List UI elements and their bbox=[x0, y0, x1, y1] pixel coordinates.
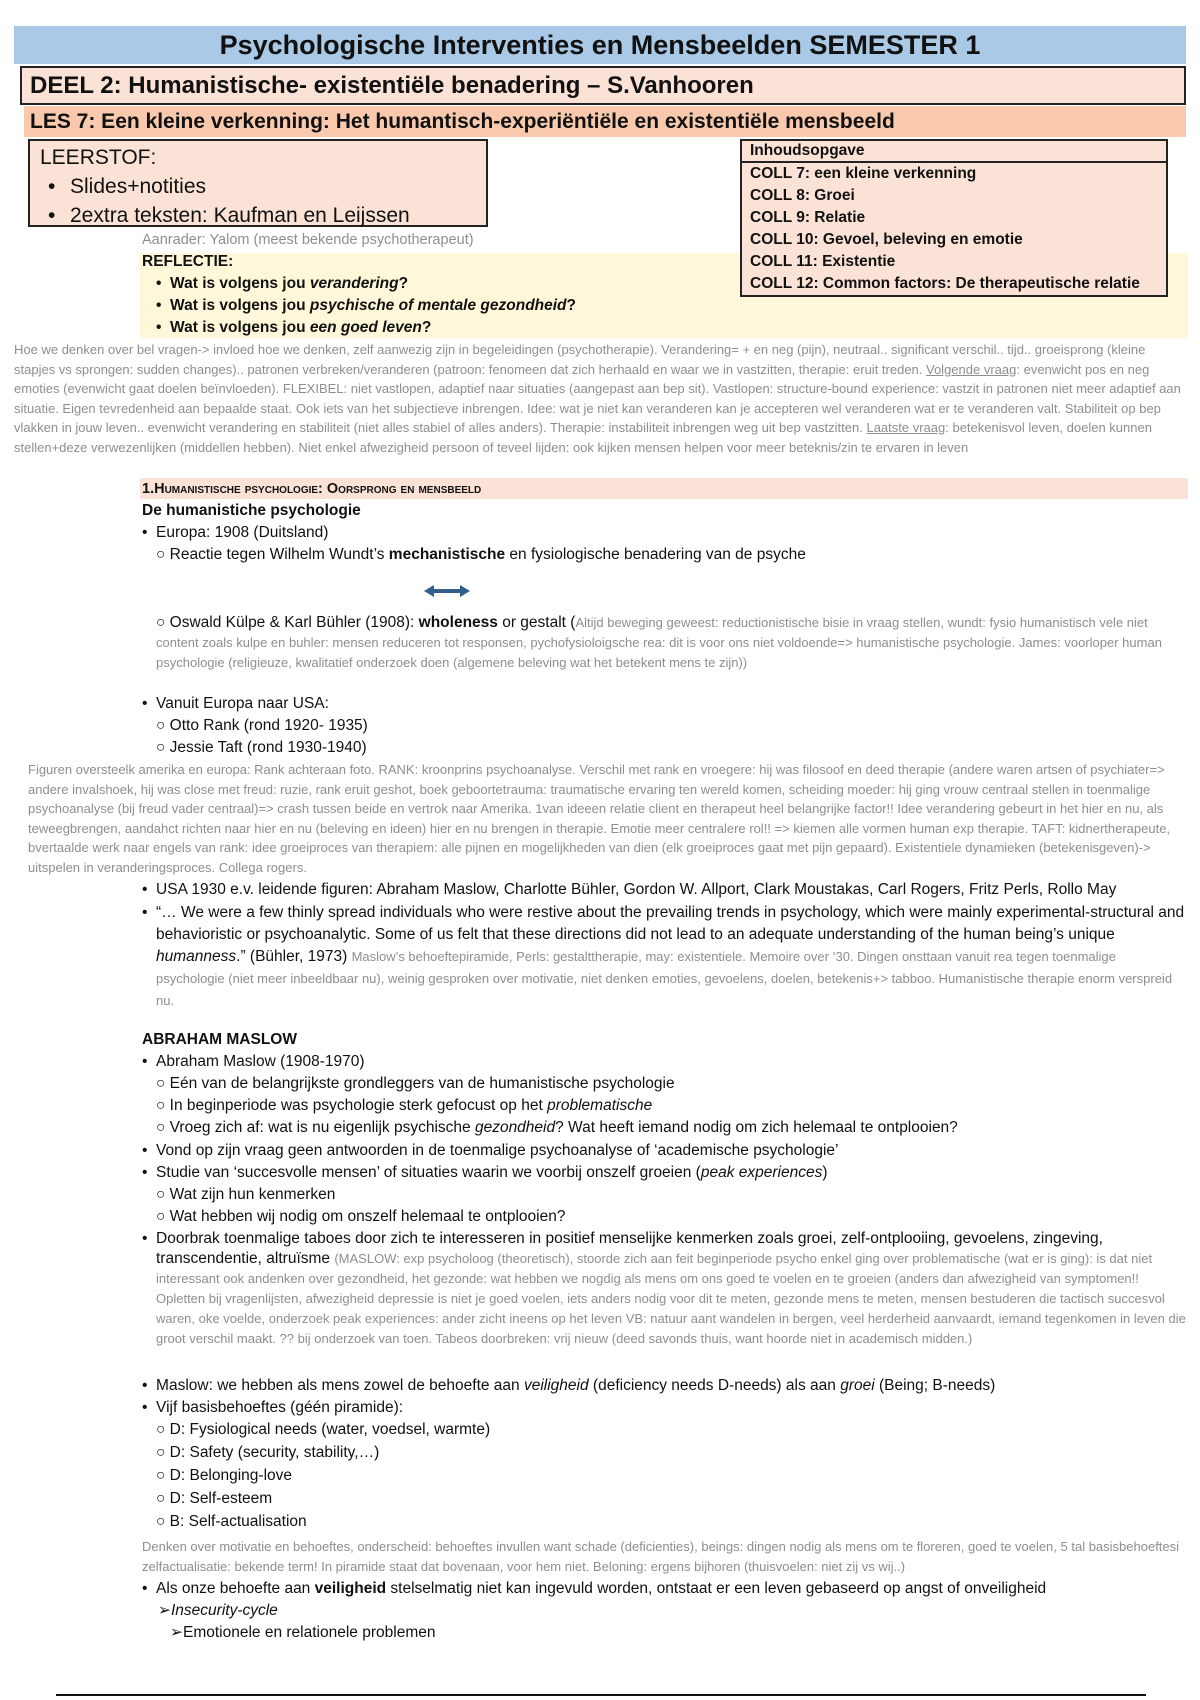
leerstof-item: • 2extra teksten: Kaufman en Leijssen bbox=[70, 201, 476, 230]
bullet-text: Emotionele en relationele problemen bbox=[183, 1624, 436, 1641]
notes-text: Altijd beweging geweest: reductionistische bisie in vraag stellen, wundt: fysio humanistisch vele niet content zoals kulpe en buhler: mensen reduceren tot responsen, pychofysioloigsche rea: dit is voor ons niet voldoende=> humanistische psychologie. James: voorloper human psychologie (religieuze, kwalitatief onderzoek doen (algemene beleving wat het betekent mens te zijn)) bbox=[156, 615, 1162, 670]
bullet-text: Jessie Taft (rond 1930-1940) bbox=[169, 739, 367, 756]
bullet-text: Reactie tegen Wilhelm Wundt’s bbox=[169, 546, 389, 563]
sub-bullet-item: ○ Wat zijn hun kenmerken bbox=[156, 1186, 336, 1203]
leerstof-list bbox=[40, 172, 476, 230]
document-title-text: Psychologische Interventies en Mensbeelden SEMESTER 1 bbox=[219, 30, 981, 60]
bullet-text: Doorbrak toenmalige taboes door zich te interesseren in positief menselijke kenmerken zoals groei, zelf-ontplooiing, gevoelens, zingeving, transcendentie, altruïsme bbox=[156, 1230, 1103, 1267]
bullet-item: • Europa: 1908 (Duitsland) bbox=[142, 524, 329, 541]
bullet-item: • “… We were a few thinly spread individuals who were restive about the prevailing trends in psychology, which were mainly experimental-structural and behavioristic or psychoanalytic. Some of us felt that these directions did not lead to an adequate understanding of the human being’s unique humanness.” (Bühler, 1973) Maslow’s behoeftepiramide, Perls: gestalttherapie, may: existentiele. Memoire over ’30. Dingen onsttaan vanuit rea tegen toenmalige psychologie (niet meer inbeeldbaar nu), weinig gesproken over motivatie, niet denken emoties, gevoelens, doelen, betekenis+> tabboo. Humanistische therapie enorm verspreid nu. bbox=[142, 904, 1185, 1008]
toc-item: COLL 10: Gevoel, beleving en emotie bbox=[750, 231, 1023, 248]
reflection-q3-pre: Wat is volgens jou bbox=[170, 319, 310, 336]
bullet-text: stelselmatig niet kan ingevuld worden, ontstaat er een leven gebaseerd op angst of onveiligheid bbox=[386, 1580, 1047, 1597]
toc-item: COLL 8: Groei bbox=[750, 187, 855, 204]
need-item: ○ B: Self-actualisation bbox=[156, 1513, 307, 1530]
reflection-q1-post: ? bbox=[398, 275, 409, 292]
sub-bullet-item: ○ Vroeg zich af: wat is nu eigenlijk psychische gezondheid? Wat heeft iemand nodig om zich helemaal te ontplooien? bbox=[156, 1119, 958, 1136]
bullet-emphasis: gezondheid bbox=[474, 1119, 556, 1136]
sub-bullet-item: ○ Otto Rank (rond 1920- 1935) bbox=[156, 717, 368, 734]
reflection-q2-pre: Wat is volgens jou bbox=[170, 297, 310, 314]
reflection-question: • Wat is volgens jou psychische of mentale gezondheid? bbox=[156, 297, 576, 314]
bullet-text: Studie van ‘succesvolle mensen’ of situaties waarin we voorbij onszelf groeien ( bbox=[156, 1164, 701, 1181]
reflection-q2-em: psychische of mentale gezondheid bbox=[309, 297, 567, 314]
lesson-heading bbox=[24, 106, 1186, 137]
bullet-item: • Vanuit Europa naar USA: bbox=[142, 695, 329, 712]
document-title bbox=[14, 26, 1186, 64]
bullet-bold: wholeness bbox=[418, 614, 498, 631]
reflection-q3-post: ? bbox=[421, 319, 432, 336]
part-heading bbox=[20, 66, 1186, 105]
need-item: ○ D: Fysiological needs (water, voedsel, warmte) bbox=[156, 1421, 491, 1438]
bullet-text: Abraham Maslow (1908-1970) bbox=[156, 1053, 365, 1070]
reflection-question: • Wat is volgens jou een goed leven? bbox=[156, 319, 432, 336]
notes-text: : evenwicht pos en neg emoties (evenwicht gaat doelen beïnvloeden). FLEXIBEL: niet vastlopen, adaptief naar situaties (aangepast aan bep sit). Vastlopen: structure-bound experience: vastzit in patronen niet meer adaptief aan situatie. Eigen tevredenheid aan bepaalde staat. Ook iets van het subjectieve inbrengen. Idee: wat je niet kan veranderen kan je accepteren wel veranderen wat er te veranderen valt. Stabiliteit op bep vlakken in jouw leven.. evenwicht verandering en stabiliteit (niet alles stabiel of alles anders). Therapie: instabiliteit inbrengen weg uit bep vastzitten. bbox=[14, 361, 1181, 435]
arrow-bullet-item: ➢Insecurity-cycle bbox=[158, 1602, 278, 1619]
need-text: D: Safety (security, stability,…) bbox=[169, 1444, 380, 1461]
bullet-item: • USA 1930 e.v. leidende figuren: Abraham Maslow, Charlotte Bühler, Gordon W. Allport, Clark Moustakas, Carl Rogers, Fritz Perls, Rollo May bbox=[142, 881, 1117, 898]
subsection-heading: De humanistiche psychologie bbox=[142, 502, 361, 519]
reflection-q1-pre: Wat is volgens jou bbox=[170, 275, 310, 292]
toc-item: COLL 12: Common factors: De therapeutische relatie bbox=[750, 275, 1140, 292]
quote-emphasis: humanness bbox=[156, 948, 237, 965]
bullet-text: ? Wat heeft iemand nodig om zich helemaal te ontplooien? bbox=[555, 1119, 958, 1136]
bullet-bold: mechanistische bbox=[388, 546, 506, 563]
bullet-emphasis: problematische bbox=[547, 1097, 653, 1114]
bullet-item: • Als onze behoefte aan veiligheid stelselmatig niet kan ingevuld worden, ontstaat er een leven gebaseerd op angst of onveiligheid bbox=[142, 1580, 1047, 1597]
notes-text: Hoe we denken over bel vragen-> invloed hoe we denken, zelf aanwezig zijn in begeleidingen (psychotherapie). Verandering= + en neg (pijn), neutraal.. significant verschil.. tijd.. groeisprong (kleine stapjes vs sprongen: sudden changes).. patronen verbreken/veranderen (patroon: fenomeen dat zich herhaald en waar we in vastzitten, therapie: eruit treden. bbox=[14, 342, 1146, 377]
bullet-text: (Being; B-needs) bbox=[874, 1377, 996, 1394]
arrow-bullet-item: ➢Emotionele en relationele problemen bbox=[170, 1624, 436, 1641]
need-item: ○ D: Safety (security, stability,…) bbox=[156, 1444, 380, 1461]
bullet-text: Otto Rank (rond 1920- 1935) bbox=[169, 717, 368, 734]
section-heading: 1.Humanistische psychologie: Oorsprong en mensbeeld bbox=[142, 481, 482, 497]
lesson-heading-text: LES 7: Een kleine verkenning: Het humantisch-experiëntiële en existentiële mensbeeld bbox=[30, 110, 895, 133]
quote-text: .” (Bühler, 1973) bbox=[236, 948, 352, 965]
bullet-item: • Abraham Maslow (1908-1970) bbox=[142, 1053, 365, 1070]
bullet-text: Vond op zijn vraag geen antwoorden in de toenmalige psychoanalyse of ‘academische psychologie’ bbox=[156, 1142, 839, 1159]
footer-rule bbox=[56, 1694, 1146, 1696]
sub-bullet-item: ○ In beginperiode was psychologie sterk gefocust op het problematische bbox=[156, 1097, 653, 1114]
toc-item: COLL 11: Existentie bbox=[750, 253, 896, 270]
need-item: ○ D: Self-esteem bbox=[156, 1490, 273, 1507]
bullet-text: Maslow: we hebben als mens zowel de behoefte aan bbox=[156, 1377, 524, 1394]
bullet-text: Als onze behoefte aan bbox=[156, 1580, 315, 1597]
bullet-emphasis: groei bbox=[840, 1377, 875, 1394]
toc-item: COLL 7: een kleine verkenning bbox=[750, 165, 977, 182]
bullet-item: • Doorbrak toenmalige taboes door zich te interesseren in positief menselijke kenmerken zoals groei, zelf-ontplooiing, gevoelens, zingeving, transcendentie, altruïsme (MASLOW: exp psycholoog (theoretisch), stoorde zich aan feit beginperiode psycho enkel ging over problematische (wat er is ging): is dat niet interessant ook andenken over gezondheid, het gezonde: wat hebben we nogdig als mens om ons goed te voelen en te groeien (anders dan afwezigheid van symptomen!! Opletten bij vragenlijsten, afwezigheid depressie is niet je goed voelen, iets anders nodig voor dit te meten, gezonde mens te meten, mensen bestuderen die tactisch succesvol waren, oke voelde, onderzoek peak experiences: ander zicht ineens op het leven VB: natuur aant wandelen in bergen, veel herderheid aanvaardt, iemand tegenkomen in leven die groot verschil maakt. ?? bij onderzoek van toen. Tabeos doorbreken: vrij nieuw (deed savonds thuis, want hoorde niet in academisch midden.) bbox=[142, 1230, 1186, 1346]
reflection-q2-post: ? bbox=[566, 297, 576, 314]
quote-text: “… We were a few thinly spread individuals who were restive about the prevailing trends in psychology, which were mainly experimental-structural and behavioristic or psychoanalytic. Some of us felt that these directions did not lead to an adequate understanding of the human being’s unique bbox=[156, 904, 1185, 943]
recommendation-note: Aanrader: Yalom (meest bekende psychotherapeut) bbox=[142, 232, 474, 248]
bullet-bold: veiligheid bbox=[314, 1580, 387, 1597]
bullet-item: • Studie van ‘succesvolle mensen’ of situaties waarin we voorbij onszelf groeien (peak experiences) bbox=[142, 1164, 828, 1181]
need-text: D: Self-esteem bbox=[169, 1490, 273, 1507]
lecture-notes: Denken over motivatie en behoeftes, onderscheid: behoeftes invullen want schade (deficienties), beings: dingen nodig als mens om te floreren, goed te voelen, 5 tal basisbehoeftesi zelfactualisatie: bekende term! In piramide staat dat bovenaan, voor hem niet. Beloning: ergens bijhoren (thuisvoelen: niet zij vs wij..) bbox=[142, 1539, 1180, 1574]
bullet-text: Wat hebben wij nodig om onszelf helemaal te ontplooien? bbox=[169, 1208, 566, 1225]
sub-bullet-item: ○ Eén van de belangrijkste grondleggers van de humanistische psychologie bbox=[156, 1075, 675, 1092]
bullet-emphasis: veiligheid bbox=[523, 1377, 589, 1394]
lecture-notes: Figuren oversteelk amerika en europa: Rank achteraan foto. RANK: kroonprins psychoanalyse. Verschil met rank en vroegere: hij was filosoof en deed therapie (andere waren artsen of psychiater=> andere invalshoek, hij was close met freud: ruzie, rank eruit geshot, boek geboortetrauma: traumatische ervaring ten wereld komen, scheiding moeder: hij ging vrouw centraal stellen in toenmalige psychoanalyse (bij freud vader centraal)=> crash tussen beide en vertrok naar Amerika. 1van ideeen relatie client en therapeut heel belangrijke factor!! Idee verandering gebeurt in het hier en nu, als teweegbrengen, aandahct richten naar hier en nu (beleving en ideen) hier en nu brengen in therapie. Emotie meer centralere rol!! => kiemen alle vormen human exp therapie. TAFT: kidnertherapeute, bvertaalde werk naar engels van rank: idee groeiproces van therapiem: alle pijnen en mogelijkheden van dien (elk groeiproces gaat met pijn gepaard). Existentiele dynamieken (betekenisgeven)-> uitspelen in veranderingsproces. Collega rogers. bbox=[28, 762, 1171, 875]
leerstof-box bbox=[28, 139, 488, 227]
reflection-heading: REFLECTIE: bbox=[142, 253, 234, 270]
double-arrow-icon bbox=[424, 584, 470, 598]
leerstof-item: • Slides+notities bbox=[70, 172, 476, 201]
bullet-text: Europa: 1908 (Duitsland) bbox=[156, 524, 329, 541]
bullet-text: USA 1930 e.v. leidende figuren: Abraham Maslow, Charlotte Bühler, Gordon W. Allport, Clark Moustakas, Carl Rogers, Fritz Perls, Rollo May bbox=[156, 881, 1117, 898]
part-heading-text: DEEL 2: Humanistische- existentiële benadering – S.Vanhooren bbox=[30, 72, 754, 99]
toc-item: COLL 9: Relatie bbox=[750, 209, 866, 226]
sub-bullet-item: ○ Jessie Taft (rond 1930-1940) bbox=[156, 739, 367, 756]
need-text: B: Self-actualisation bbox=[169, 1513, 307, 1530]
bullet-emphasis: Insecurity-cycle bbox=[171, 1602, 278, 1619]
bullet-text: Vroeg zich af: wat is nu eigenlijk psychische bbox=[169, 1119, 475, 1136]
notes-underlined: Volgende vraag bbox=[926, 361, 1017, 377]
sub-bullet-item: ○ Wat hebben wij nodig om onszelf helemaal te ontplooien? bbox=[156, 1208, 566, 1225]
bullet-text: ) bbox=[822, 1164, 828, 1181]
bullet-text: Vijf basisbehoeftes (géén piramide): bbox=[156, 1399, 404, 1416]
sub-bullet-item: ○ Oswald Külpe & Karl Bühler (1908): wholeness or gestalt (Altijd beweging geweest: reductionistische bisie in vraag stellen, wundt: fysio humanistisch vele niet content zoals kulpe en buhler: mensen reduceren tot responsen, pychofysioloigsche rea: dit is voor ons niet voldoende=> humanistische psychologie. James: voorloper human psychologie (religieuze, kwalitatief onderzoek doen (algemene beleving wat het betekent mens te zijn)) bbox=[156, 614, 1162, 670]
bullet-text: In beginperiode was psychologie sterk gefocust op het bbox=[169, 1097, 548, 1114]
bullet-item: • Vond op zijn vraag geen antwoorden in de toenmalige psychoanalyse of ‘academische psychologie’ bbox=[142, 1142, 839, 1159]
notes-underlined: Laatste vraag bbox=[866, 420, 946, 435]
bullet-text: or gestalt ( bbox=[497, 614, 576, 631]
bullet-item: • Maslow: we hebben als mens zowel de behoefte aan veiligheid (deficiency needs D-needs) als aan groei (Being; B-needs) bbox=[142, 1377, 996, 1394]
need-text: D: Belonging-love bbox=[169, 1467, 293, 1484]
bullet-text: (deficiency needs D-needs) als aan bbox=[588, 1377, 841, 1394]
reflection-q3-em: een goed leven bbox=[309, 319, 422, 336]
notes-text: Maslow’s behoeftepiramide, Perls: gestalttherapie, may: existentiele. Memoire over ’30. Dingen onsttaan vanuit rea tegen toenmalige psychologie (niet meer inbeeldbaar nu), weinig gesproken over motivatie, niet denken emoties, gevoelens, doelen, betekenis+> tabboo. Humanistische therapie enorm verspreid nu. bbox=[156, 949, 1173, 1008]
reflection-question: • Wat is volgens jou verandering? bbox=[156, 275, 409, 292]
bullet-text: Vanuit Europa naar USA: bbox=[156, 695, 329, 712]
bullet-text: Oswald Külpe & Karl Bühler (1908): bbox=[169, 614, 419, 631]
need-text: D: Fysiological needs (water, voedsel, warmte) bbox=[169, 1421, 491, 1438]
leerstof-heading: LEERSTOF: bbox=[40, 146, 157, 169]
need-item: ○ D: Belonging-love bbox=[156, 1467, 293, 1484]
bullet-text: Wat zijn hun kenmerken bbox=[169, 1186, 336, 1203]
reflection-q1-em: verandering bbox=[309, 275, 399, 292]
notes-text: : betekenisvol leven, doelen kunnen stellen+deze verwezenlijken (middellen hebben). Niet enkel afwezigheid persoon of teveel lijden: ook kijken mensen helpen voor meer beteknis/zin te ervaren in leven bbox=[14, 420, 1152, 455]
bullet-text: en fysiologische benadering van de psyche bbox=[505, 546, 806, 563]
bullet-emphasis: peak experiences bbox=[700, 1164, 823, 1181]
bullet-text: Eén van de belangrijkste grondleggers van de humanistische psychologie bbox=[169, 1075, 675, 1092]
sub-bullet-item: ○ Reactie tegen Wilhelm Wundt’s mechanistische en fysiologische benadering van de psyche bbox=[156, 546, 806, 563]
table-of-contents bbox=[740, 139, 1168, 297]
notes-text: (MASLOW: exp psycholoog (theoretisch), stoorde zich aan feit beginperiode psycho enkel ging over problematische (wat er is ging): is dat niet interessant ook andenken over gezondheid, het gezonde: wat hebben we nogdig als mens om ons goed te voelen en te groeien (anders dan afwezigheid van symptomen!! Opletten bij vragenlijsten, afwezigheid depressie is niet je goed voelen, iets anders nodig voor dit te meten, gezonde mens te meten, mensen bestuderen die tactisch succesvol waren, oke voelde, onderzoek peak experiences: ander zicht ineens op het leven VB: natuur aant wandelen in bergen, veel herderheid aanvaardt, iemand tegenkomen in leven die groot verschil maakt. ?? bij onderzoek van toen. Tabeos doorbreken: vrij nieuw (deed savonds thuis, want hoorde niet in academisch midden.) bbox=[156, 1251, 1186, 1346]
bullet-item: • Vijf basisbehoeftes (géén piramide): bbox=[142, 1399, 404, 1416]
lecture-notes bbox=[14, 340, 1186, 457]
subsection-heading: ABRAHAM MASLOW bbox=[142, 1031, 297, 1048]
toc-heading: Inhoudsopgave bbox=[742, 141, 1166, 163]
